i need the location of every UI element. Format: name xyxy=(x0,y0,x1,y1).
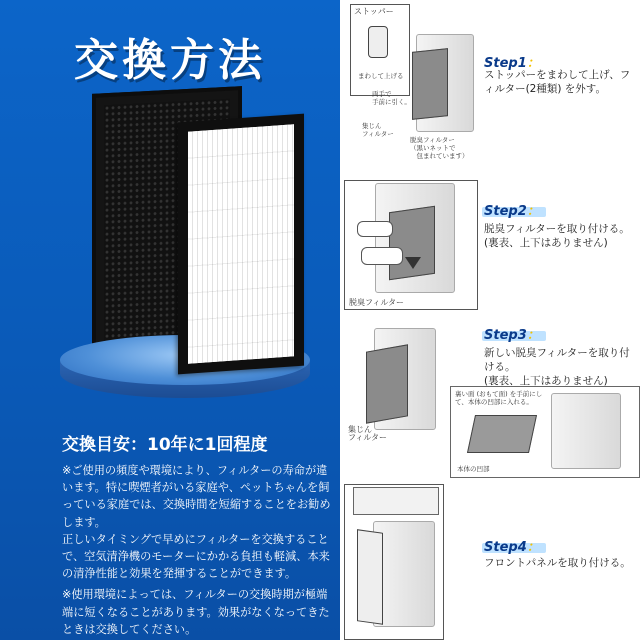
step-2-figure xyxy=(344,180,478,310)
dust-filter-label: 集じん フィルター xyxy=(362,122,394,138)
step-3-label-text: Step3 xyxy=(484,328,527,343)
hint-label: 裏い面 (おもて面) を手前にして、本体の凹部に入れる。 xyxy=(455,390,543,406)
note-2: 正しいタイミングで早めにフィルターを交換することで、空気清浄機のモーターにかかる負担も軽減、本来の清浄性能と効果を発揮することができます。 xyxy=(62,532,330,581)
replacement-interval: 交換目安：10年に1回程度 xyxy=(62,435,268,455)
step-2-label: Step2： xyxy=(484,200,540,219)
deodor-filter-label-2: 脱臭フィルター xyxy=(349,298,405,307)
hepa-filter-image xyxy=(178,114,304,375)
notes xyxy=(62,462,338,638)
stopper-label: ストッパー xyxy=(354,7,394,16)
step-3-figure xyxy=(344,318,440,478)
step-2-label-text: Step2 xyxy=(484,204,527,219)
step-2-text: 脱臭フィルターを取り付ける。 (裏表、上下はありません) xyxy=(484,223,630,249)
step-4-label-text: Step4 xyxy=(484,540,527,555)
step-1-label: Step1： xyxy=(484,52,540,71)
pull-label: 両手で 手前に引く。 xyxy=(372,90,411,106)
step-4 xyxy=(344,484,640,640)
note-3: ※使用環境によっては、フィルターの交換時期が極端端に短くなることがあります。効果がなくなってきたときは交換してください。 xyxy=(62,588,330,636)
step-3 xyxy=(344,318,640,478)
step-3-label: Step3： xyxy=(484,324,540,343)
step-4-label: Step4： xyxy=(484,536,540,555)
note-1: ※ご使用の頻度や環境により、フィルターの寿命が違います。特に喫煙者がいる家庭や、ペットちゃんを飼っている家庭では、交換時間を短縮することをお勧めします。 xyxy=(62,464,331,529)
step-1-text: ストッパーをまわして上げ、フィルター(2種類) を外す。 xyxy=(484,69,631,95)
step-3-detail xyxy=(450,386,640,478)
step-3-text: 新しい脱臭フィルターを取り付ける。 (裏表、上下はありません) xyxy=(484,347,630,387)
page-title: 交換方法 xyxy=(74,35,266,86)
step-1-label-text: Step1 xyxy=(484,56,527,71)
deodor-filter-label: 脱臭フィルター （黒いネットで 包まれています） xyxy=(410,136,469,160)
recess-label: 本体の凹部 xyxy=(457,465,490,473)
turn-up-label: まわして上げる xyxy=(358,72,404,80)
step-4-text: フロントパネルを取り付ける。 xyxy=(484,557,631,569)
step-4-figure xyxy=(344,484,444,640)
step-2 xyxy=(344,180,640,310)
step-1 xyxy=(344,2,640,162)
dust-filter-label-3: 集じん フィルター xyxy=(348,425,388,442)
